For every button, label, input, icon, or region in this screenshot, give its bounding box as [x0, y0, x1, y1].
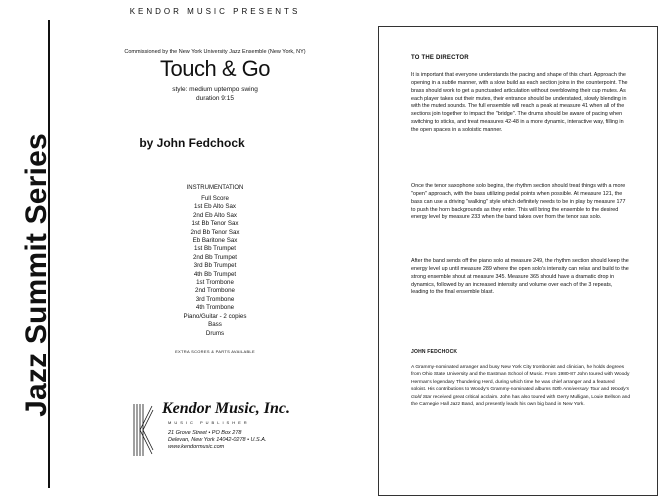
director-paragraph: After the band sends off the piano solo at measure 249, the rhythm section should keep the energy level up until measure 289 where the open solo's intensity can relax and build to the strong ensemble shout at measure 345. Measure 365 should have a dramatic drop in dynamics, followed by an increased intensity and volume over each of the 3 repeats, leading to the final ensemble blast. [411, 258, 629, 296]
composer-byline: by John Fedchock [139, 136, 245, 150]
director-paragraph: Once the tenor saxophone solo begins, the rhythm section should treat things with a more "open" approach, with the bass utilizing pedal points when possible. At measure 121, the bass can use a driving "walking" style which definitely needs to be in play by measure 177 to push the horn backgrounds as they enter. This will bring the ensemble to the desired energy level by measure 233 when the band takes over from the tenor sax solo. [411, 183, 626, 221]
style-line: style: medium uptempo swing [172, 86, 258, 93]
director-notes-heading: TO THE DIRECTOR [411, 55, 469, 61]
instrument-item: 2nd Eb Alto Sax [192, 211, 238, 219]
instrument-item: 4th Trombone [195, 304, 235, 312]
instrument-item: 1st Bb Tenor Sax [191, 220, 239, 228]
instrument-item: 2nd Trombone [195, 287, 235, 295]
duration-line: duration 9:15 [196, 95, 234, 102]
series-spine [18, 20, 53, 488]
bio-text: received great critical acclaim. John has also toured with Gerry Mulligan, Louie Bellson and the Carnegie Hall Jazz Band, and presently leads his own big band in New York. [411, 394, 631, 408]
instrument-item: Full Score [201, 195, 229, 202]
publisher-presents: KENDOR MUSIC PRESENTS [129, 7, 301, 16]
bio-heading: JOHN FEDCHOCK [411, 349, 458, 355]
instrument-item: 1st Trombone [196, 279, 234, 287]
logo-wordmark: Kendor Music, Inc. [162, 400, 291, 417]
address-line: 21 Grove Street • PO Box 278 [168, 430, 242, 436]
composer-bio [411, 364, 631, 408]
commission-note: Commissioned by the New York University Jazz Ensemble (New York, NY) [124, 49, 306, 55]
instrument-item: 1st Bb Trumpet [194, 245, 236, 253]
instrument-item: Piano/Guitar - 2 copies [183, 312, 247, 320]
instrument-item: 2nd Bb Tenor Sax [190, 228, 240, 236]
piece-title: Touch & Go [160, 56, 270, 81]
publisher-logo [132, 400, 312, 460]
instrument-item: 1st Eb Alto Sax [194, 203, 236, 211]
instrument-item: Drums [205, 329, 225, 337]
instrumentation-list [90, 195, 340, 338]
notes-page [378, 26, 658, 496]
director-paragraph: It is important that everyone understands the pacing and shape of this chart. Approach the opening in a subtle manner, with a slow build as each section joins in the counterpoint. The brass should work to get a punctuated articulation without overblowing their cup mutes. As each player takes out their mutes, their entrance should be understated, slowly blending in with the muted sounds. The full ensemble will reach a peak at measure 41 when all of the sections join together to impact the "bridge". The drums should be aware of pacing when switching to sticks, and treat measures 42-48 in a more dynamic, interactive way, filling in the open spaces in a soloistic manner. [411, 72, 628, 133]
website-link[interactable]: www.kendormusic.com [168, 444, 225, 450]
album-title: Woody's Gold Star [411, 387, 630, 400]
instrument-item: 4th Bb Trumpet [193, 270, 237, 278]
address-line: Delevan, New York 14042-0278 • U.S.A. [168, 437, 267, 443]
album-title: 50th Anniversary Tour [552, 387, 600, 393]
instrument-item: 3rd Trombone [195, 295, 235, 303]
instrument-item: Bass [208, 321, 222, 329]
extra-parts-note: EXTRA SCORES & PARTS AVAILABLE [175, 349, 255, 354]
logo-subtitle: MUSIC PUBLISHER [168, 420, 250, 425]
kendor-logo-icon [132, 400, 154, 460]
instrument-item: Eb Baritone Sax [192, 237, 238, 245]
instrument-item: 2nd Bb Trumpet [192, 253, 238, 261]
instrument-item: 3rd Bb Trumpet [193, 262, 237, 270]
bio-text: A Grammy-nominated arranger and busy New York City trombonist and clinician, he holds degrees from Ohio State University and the Eastman School of Music. From 1980-87 John toured with Woody Herman's legendary Thundering Herd, during which time he was chief arranger and a featured soloist. His contributions to Woody's Grammy-nominated albums [411, 365, 630, 393]
series-title: Jazz Summit Series [20, 133, 53, 417]
cover-page [0, 0, 332, 500]
bio-text: and [599, 387, 611, 393]
instrumentation-heading: INSTRUMENTATION [186, 185, 244, 191]
